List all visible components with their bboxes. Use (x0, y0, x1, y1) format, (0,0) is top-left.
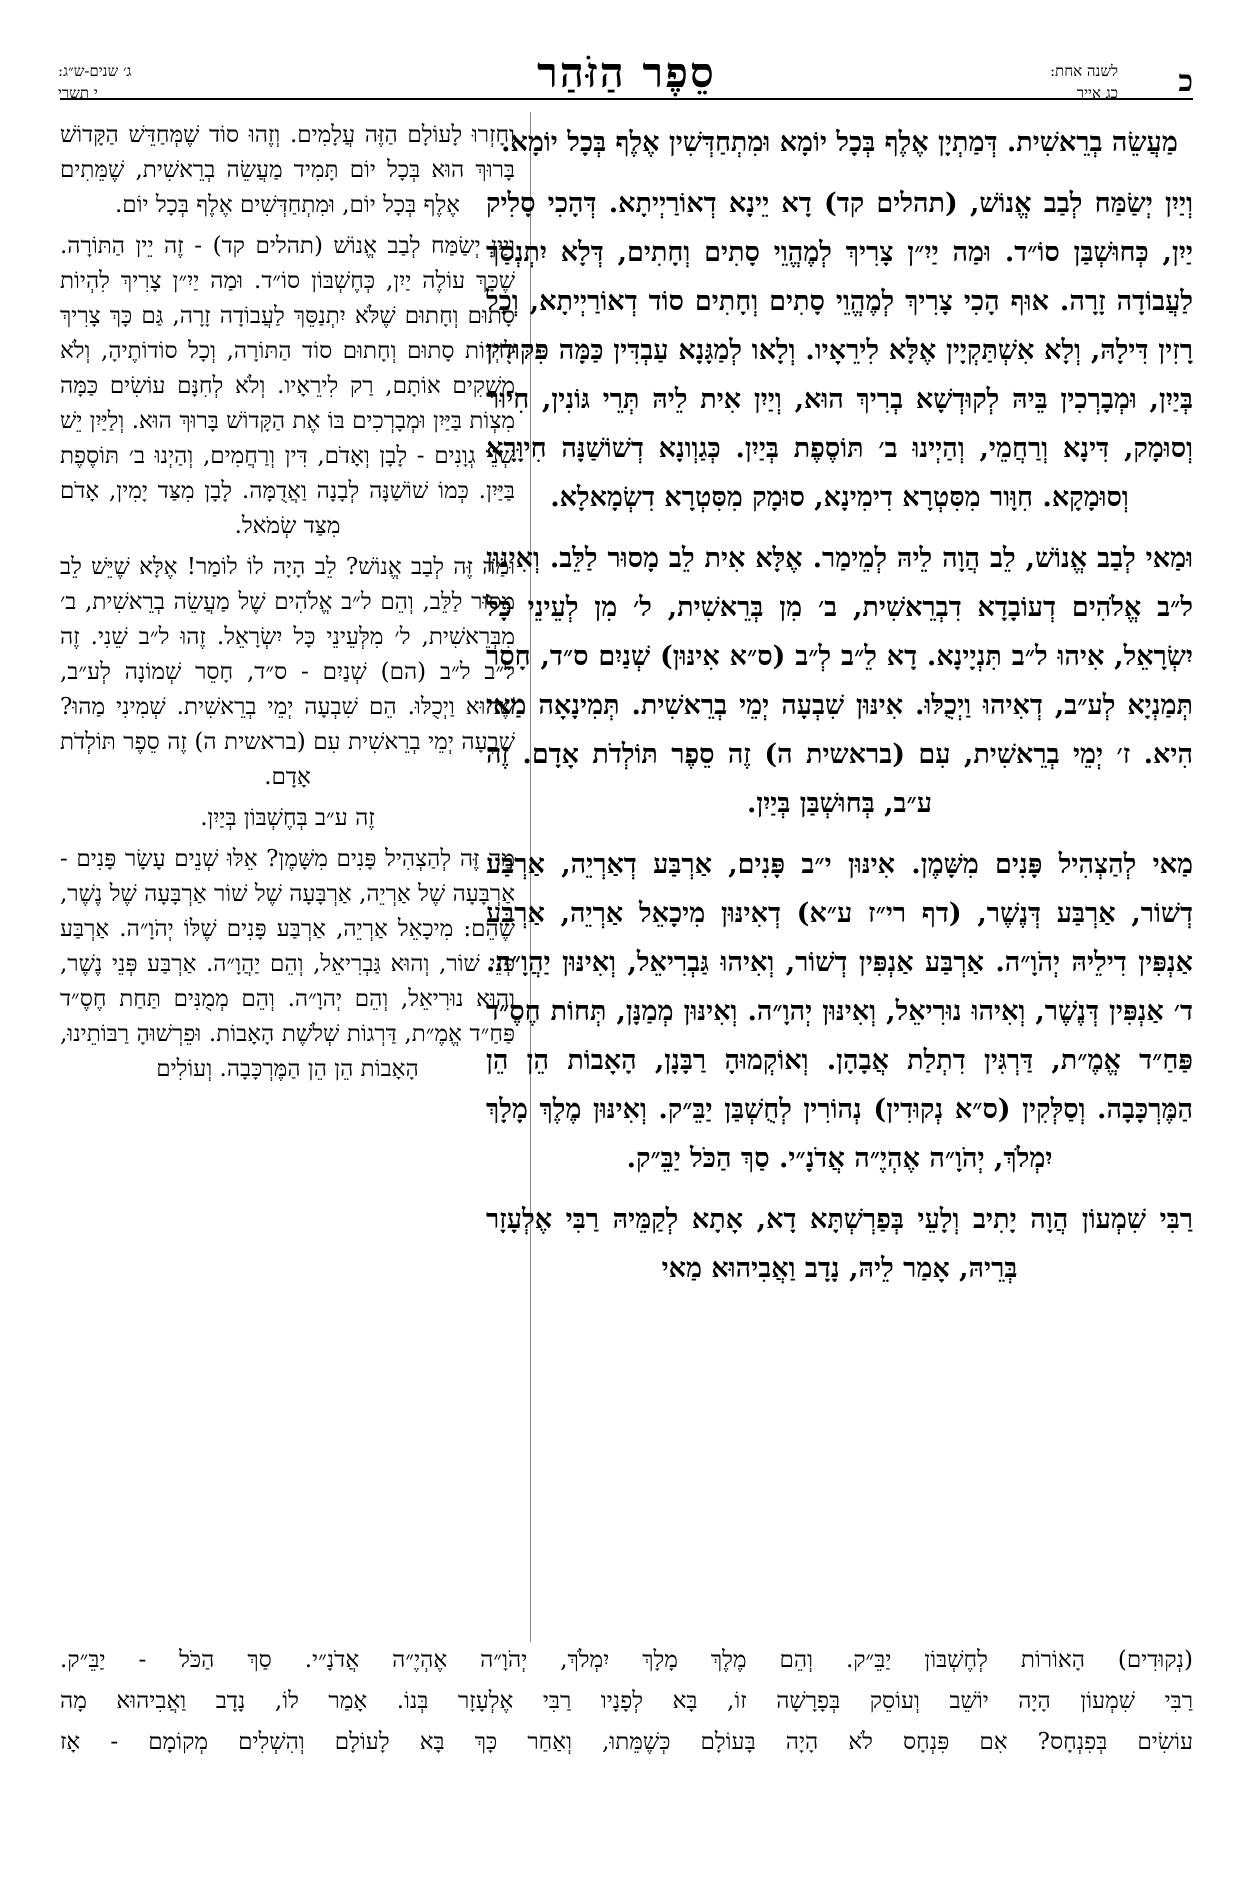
main-paragraph: מַעֲשֵׂה בְרֵאשִׁית. דְּמַתְיָן אֶלֶף בְּכָל יוֹמָא וּמִתְחַדְּשִׁין אֶלֶף בְּכָל יוֹמָא. (501, 127, 1178, 158)
footer-line: רַבִּי שִׁמְעוֹן הָיָה יוֹשֵׁב וְעוֹסֵק בְּפָרָשָׁה זוֹ, בָּא לְפָנָיו רַבִּי אֶלְעָזָר בְּנוֹ. אָמַר לוֹ, נָדָב וַאֲבִיהוּא מָה (60, 1688, 1193, 1714)
main-paragraph: רַבִּי שִׁמְעוֹן הֲוָה יָתִיב וְלָעֵי בְּפַרְשְׁתָּא דָא, אָתָא לְקַמֵּיהּ רַבִּי אֶלְעָזָר בְּרֵיהּ, אָמַר לֵיהּ, נָדָב וַאֲבִיהוּא מַאי (486, 1204, 1193, 1284)
translation-paragraph: מַה זֶּה לְהַצְהִיל פָּנִים מִשָּׁמֶן? אֵלּוּ שְׁנֵים עָשָׂר פָּנִים - אַרְבָּעָה שֶׁל אַרְיֵה, אַרְבָּעָה שֶׁל שׁוֹר אַרְבָּעָה שֶׁל נֶשֶׁר, שֶׁהֵם: מִיכָאֵל אַרְיֵה, אַרְבַּע פָּנִים שֶׁלּוֹ יְהֹוָ״ה. אַרְבַּע פְּנֵי שׁוֹר, וְהוּא גַּבְרִיאֵל, וְהֵם יַהֲוָ״ה. אַרְבַּע פְּנֵי נֶשֶׁר, וְהוּא נוּרִיאֵל, וְהֵם יְהוָ״ה. וְהֵם מְמֻנִּים תַּחַת חֶסֶ״ד פַּחַ״ד אֱמֶ״ת, דַּרְגוֹת שְׁלֹשֶׁת הָאָבוֹת. וּפֵרְשׁוּהָ רַבּוֹתֵינוּ, הָאָבוֹת הֵן הֵן הַמֶּרְכָּבָה. וְעוֹלִים (60, 846, 515, 1082)
header-three-years-label: ג׳ שנים-ש״ג: (58, 62, 132, 80)
translation-paragraph: זֶה ע״ב בְּחֶשְׁבּוֹן בְּיַיִן. (200, 805, 375, 831)
translation-paragraph: וְיַיִן יְשַׂמַּח לְבַב אֱנוֹשׁ (תהלים קד) - זֶה יֵין הַתּוֹרָה. שֶׁכָּךְ עוֹלֶה יַיִן, כְּחֶשְׁבּוֹן סוֹ״ד. וּמַה יַיִ״ן צָרִיךְ לִהְיוֹת סָתוּם וְחָתוּם שֶׁלֹּא יִתְנַסֵּךְ לַעֲבוֹדָה זָרָה, גַּם כָּךְ צָרִיךְ לִהְיוֹת סָתוּם וְחָתוּם סוֹד הַתּוֹרָה, וְכָל סוֹדוֹתֶיהָ, וְלֹא מַשְׁקִים אוֹתָם, רַק לִירֵאָיו. וְלֹא לְחִנָּם עוֹשִׂים כַּמָּה מִצְוֹת בַּיַּיִן וּמְבָרְכִים בּוֹ אֶת הַקָּדוֹשׁ בָּרוּךְ הוּא. וְלַיַּיִן יֵשׁ שְׁנֵי גְוָנִים - לָבָן וְאָדֹם, דִּין וְרַחֲמִים, וְהַיְנוּ ב׳ תּוֹסֶפֶת בַּיַּיִן. כְּמוֹ שׁוֹשַׁנָּה לְבָנָה וַאֲדֻמָּה. לָבָן מִצַּד יָמִין, אָדֹם מִצַּד שְׂמֹאל. (60, 233, 515, 539)
main-paragraph: וּמַאי לְבַב אֱנוֹשׁ, לֵב הֲוָה לֵיהּ לְמֵימַר. אֶלָּא אִית לֵב מָסוּר לַלֵּב. וְאִינּוּן ל״ב אֱלֹהִים דְעוֹבָדָא דִבְרֵאשִׁית, ב׳ מִן בְּרֵאשִׁית, ל׳ מִן לְעֵינֵי כָּל יִשְׂרָאֵל, אִיהוּ ל״ב תִּנְיָינָא. דָא לֵ״ב לְ״ב (ס״א אִינּוּן) שְׁנַיִם ס״ד, חָסֵר תְּמַנְיָא לְע״ב, דְאִיהוּ וַיְכֻלּוּ. אִינּוּן שִׁבְעָה יְמֵי בְרֵאשִׁית. תְּמִינָאָה מַאי הִיא. ז׳ יְמֵי בְרֵאשִׁית, עִם (בראשית ה) זֶה סֵפֶר תּוֹלְדֹת אָדָם. זֶה ע״ב, בְּחוּשְׁבַּן בְּיַיִן. (486, 543, 1193, 819)
aramaic-text-column (486, 118, 1193, 1608)
book-title: סֵפֶר הַזֹּהַר (537, 48, 716, 97)
page-number: כ (1178, 64, 1193, 99)
header-one-year-date: כג אייר (1076, 84, 1118, 102)
main-paragraph: וְיַיִן יְשַׂמַּח לְבַב אֱנוֹשׁ, (תהלים קד) דָא יֵינָא דְאוֹרַיְיתָא. דְּהָכִי סָלִיק יַיִן, כְּחוּשְׁבַּן סוֹ״ד. וּמַה יַיִ״ן צָרִיךְ לְמֶהֱוֵי סָתִים וְחָתִים, דְּלָא יִתְנְסַךְ לַעֲבוֹדָה זָרָה. אוּף הָכִי צָרִיךְ לְמֶהֱוֵי סָתִים וְחָתִים סוֹד דְאוֹרַיְיתָא, וְכָל רָזִין דִּילָהּ, וְלָא אִשְׁתַּקְיָין אֶלָּא לִירֵאָיו. וְלָאו לְמַגָּנָא עַבְדִּין כַּמָּה פִּקּוּדִין בְּיַיִן, וּמְבָרְכִין בֵּיהּ לְקוּדְשָׁא בְרִיךְ הוּא, וְיַיִן אִית לֵיהּ תְּרֵי גּוֹנִין, חִיוּר וְסוּמָק, דִּינָא וְרַחֲמֵי, וְהַיְינוּ ב׳ תּוֹסֶפֶת בְּיַיִן. כְּגַוְונָא דְשׁוֹשַׁנָּה חִיוָּרָא וְסוּמָקָא. חִוָּור מִסִּטְרָא דִימִינָא, סוּמָק מִסִּטְרָא דִשְׂמָאלָא. (486, 188, 1193, 513)
hebrew-translation-column (60, 118, 515, 1653)
footer-line: (נְקוּדִים) הָאוֹרוֹת לְחֶשְׁבּוֹן יַבֵּ״ק. וְהֵם מֶלֶךְ מָלָךְ יִמְלֹךְ, יְהֹוָ״ה אֶהְיֶ״ה אֲדֹנָ״י. סַךְ הַכֹּל - יַבֵּ״ק. (60, 1647, 1193, 1673)
header-three-years-date: י תשרי (58, 84, 98, 102)
translation-paragraph: וְחָזְרוּ לָעוֹלָם הַזֶּה עֲלָמִים. וְזֶהוּ סוֹד שֶׁמְּחַדֵּשׁ הַקָּדוֹשׁ בָּרוּךְ הוּא בְּכָל יוֹם תָּמִיד מַעֲשֵׂה בְרֵאשִׁית, שֶׁמֵּתִים אֶלֶף בְּכָל יוֹם, וּמִתְחַדְּשִׁים אֶלֶף בְּכָל יוֹם. (60, 122, 515, 218)
footer-line: עוֹשִׂים בְּפִנְחָס? אִם פִּנְחָס לֹא הָיָה בָּעוֹלָם כְּשֶׁמֵּתוּ, וְאַחַר כָּךְ בָּא לָעוֹלָם וְהִשְׁלִים מְקוֹמָם - אָז (60, 1729, 1193, 1755)
header-one-year-label: לשנה אחת: (1050, 62, 1118, 80)
translation-paragraph: וּמַה זֶּה לְבַב אֱנוֹשׁ? לֵב הָיָה לוֹ לוֹמַר! אֶלָּא שֶׁיֵּשׁ לֵב מָסוּר לַלֵּב, וְהֵם ל״ב אֱלֹהִים שֶׁל מַעֲשֵׂה בְרֵאשִׁית, ב׳ מִבְּרֵאשִׁית, ל׳ מִלְּעֵינֵי כָּל יִשְׂרָאֵל. זֶהוּ ל״ב שֵׁנִי. זֶה ל״ב ל״ב (הם) שְׁנַיִם - ס״ד, חָסֵר שְׁמוֹנָה לְע״ב, שֶׁהוּא וַיְכֻלּוּ. הֵם שִׁבְעָה יְמֵי בְרֵאשִׁית. שְׁמִינִי מַהוּ? שִׁבְעָה יְמֵי בְרֵאשִׁית עִם (בראשית ה) זֶה סֵפֶר תּוֹלְדֹת אָדָם. (60, 554, 515, 790)
translation-continuation (60, 1640, 1193, 1860)
main-paragraph: מַאי לְהַצְהִיל פָּנִים מִשָּׁמֶן. אִינּוּן י״ב פָּנִים, אַרְבַּע דְאַרְיֵה, אַרְבַּע דְשׁוֹר, אַרְבַּע דְּנֶשֶׁר, (דף רי״ז ע״א) דְאִינּוּן מִיכָאֵל אַרְיֵה, אַרְבַּע אַנְפִּין דִילֵיהּ יְהֹוָ״ה. אַרְבַּע אַנְפִּין דְשׁוֹר, וְאִיהוּ גַּבְרִיאֵל, וְאִינּוּן יַהֲוָ״ה. ד׳ אַנְפִּין דְּנֶשֶׁר, וְאִיהוּ נוּרִיאֵל, וְאִינּוּן יְהוָ״ה. וְאִינּוּן מְמַנָּן, תְּחוֹת חֶסֶ״ד פַּחַ״ד אֱמֶ״ת, דַּרְגִּין דִתְלַת אֲבָהָן. וְאוֹקְמוּהָ רַבָּנָן, הָאָבוֹת הֵן הֵן הַמֶּרְכָּבָה. וְסַלְּקִין (ס״א נְקוּדִין) נְהוֹרִין לְחֻשְׁבַּן יַבֵּ״ק. וְאִינּוּן מֶלֶךְ מָלָךְ יִמְלֹךְ, יְהֹוָ״ה אֶהְיֶ״ה אֲדֹנָ״י. סַךְ הַכֹּל יַבֵּ״ק. (486, 849, 1193, 1174)
header-divider (60, 98, 1193, 100)
